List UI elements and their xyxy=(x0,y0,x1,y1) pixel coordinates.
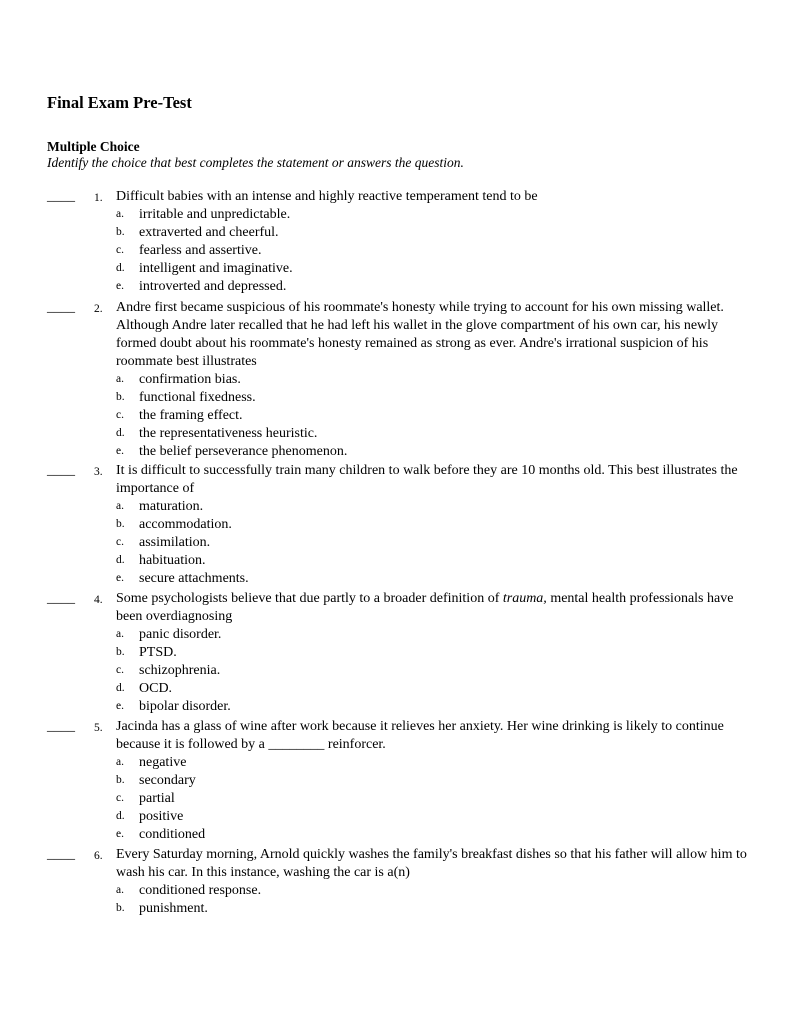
choice-letter: e. xyxy=(116,280,124,292)
choice-e xyxy=(0,698,791,716)
choice-a xyxy=(0,371,791,389)
choice-text: negative xyxy=(139,755,187,770)
choice-a xyxy=(0,882,791,900)
choice-list xyxy=(0,754,791,844)
choice-a xyxy=(0,206,791,224)
choice-letter: b. xyxy=(116,226,125,238)
choice-c xyxy=(0,242,791,260)
choice-letter: e. xyxy=(116,572,124,584)
choice-a xyxy=(0,498,791,516)
choice-b xyxy=(0,900,791,918)
question-stem: Every Saturday morning, Arnold quickly washes the family's breakfast dishes so that his father will allow him to wash his car. In this instance, washing the car is a(n) xyxy=(116,847,747,880)
question-stem: It is difficult to successfully train many children to walk before they are 10 months old. This best illustrates the importance of xyxy=(116,463,738,496)
choice-text: secure attachments. xyxy=(139,571,249,586)
question-number: 1. xyxy=(94,192,103,204)
choice-letter: a. xyxy=(116,756,124,768)
choice-b xyxy=(0,644,791,662)
question-stem: Andre first became suspicious of his roommate's honesty while trying to account for his own missing wallet. Although Andre later recalled that he had left his wallet in the glove compartment of his own car, his newly formed doubt about his roommate's honesty remained as strong as ever. Andre's irrational suspicion of his roommate best illustrates xyxy=(116,300,724,369)
choice-text: panic disorder. xyxy=(139,627,222,642)
question-stem xyxy=(116,590,748,626)
question-number: 6. xyxy=(94,850,103,862)
choice-list xyxy=(0,626,791,716)
exam-title: Final Exam Pre-Test xyxy=(47,93,192,112)
choice-letter: b. xyxy=(116,646,125,658)
stem-text: Some psychologists believe that due partly to a broader definition of xyxy=(116,591,503,606)
choice-e xyxy=(0,443,791,461)
choice-letter: c. xyxy=(116,664,124,676)
section-title: Multiple Choice xyxy=(47,139,140,154)
choice-list xyxy=(0,371,791,461)
choice-b xyxy=(0,224,791,242)
question-stem: Difficult babies with an intense and highly reactive temperament tend to be xyxy=(116,189,538,204)
choice-text: extraverted and cheerful. xyxy=(139,225,279,240)
choice-b xyxy=(0,389,791,407)
question-number: 4. xyxy=(94,594,103,606)
choice-text: functional fixedness. xyxy=(139,390,256,405)
choice-e xyxy=(0,278,791,296)
choice-text: confirmation bias. xyxy=(139,372,241,387)
choice-letter: b. xyxy=(116,774,125,786)
choice-text: punishment. xyxy=(139,901,208,916)
choice-letter: b. xyxy=(116,902,125,914)
choice-text: partial xyxy=(139,791,175,806)
choice-letter: c. xyxy=(116,409,124,421)
choice-d xyxy=(0,680,791,698)
choice-c xyxy=(0,534,791,552)
choice-text: positive xyxy=(139,809,184,824)
choice-c xyxy=(0,407,791,425)
choice-text: the framing effect. xyxy=(139,408,243,423)
stem-emphasis: trauma, xyxy=(502,591,547,606)
choice-text: accommodation. xyxy=(139,517,232,532)
choice-letter: a. xyxy=(116,208,124,220)
choice-b xyxy=(0,772,791,790)
choice-text: schizophrenia. xyxy=(139,663,221,678)
choice-text: fearless and assertive. xyxy=(139,243,262,258)
choice-text: secondary xyxy=(139,773,196,788)
choice-letter: d. xyxy=(116,682,125,694)
choice-text: PTSD. xyxy=(139,645,177,660)
choice-letter: c. xyxy=(116,244,124,256)
choice-d xyxy=(0,552,791,570)
choice-text: irritable and unpredictable. xyxy=(139,207,291,222)
question-stem: Jacinda has a glass of wine after work because it relieves her anxiety. Her wine drinking is likely to continue because it is followed by a ________ reinforcer. xyxy=(116,719,724,752)
choice-a xyxy=(0,754,791,772)
choice-letter: a. xyxy=(116,884,124,896)
question-number: 3. xyxy=(94,466,103,478)
choice-c xyxy=(0,662,791,680)
choice-text: assimilation. xyxy=(139,535,211,550)
choice-letter: a. xyxy=(116,373,124,385)
answer-blank[interactable]: ____ xyxy=(47,847,75,862)
choice-letter: d. xyxy=(116,554,125,566)
choice-letter: e. xyxy=(116,828,124,840)
answer-blank[interactable]: ____ xyxy=(47,189,75,204)
choice-d xyxy=(0,808,791,826)
choice-e xyxy=(0,826,791,844)
choice-text: the belief perseverance phenomenon. xyxy=(139,444,348,459)
choice-text: bipolar disorder. xyxy=(139,699,231,714)
choice-list xyxy=(0,206,791,296)
answer-blank[interactable]: ____ xyxy=(47,300,75,315)
choice-d xyxy=(0,425,791,443)
answer-blank[interactable]: ____ xyxy=(47,591,75,606)
choice-letter: a. xyxy=(116,500,124,512)
choice-letter: d. xyxy=(116,262,125,274)
choice-text: maturation. xyxy=(139,499,204,514)
choice-letter: b. xyxy=(116,518,125,530)
choice-text: introverted and depressed. xyxy=(139,279,287,294)
choice-b xyxy=(0,516,791,534)
choice-letter: e. xyxy=(116,700,124,712)
stem-text: mental health professionals have been overdiagnosing xyxy=(116,591,734,624)
choice-text: the representativeness heuristic. xyxy=(139,426,318,441)
choice-list xyxy=(0,882,791,918)
choice-e xyxy=(0,570,791,588)
choice-letter: b. xyxy=(116,391,125,403)
section-instructions: Identify the choice that best completes the statement or answers the question. xyxy=(47,155,464,170)
question-number: 5. xyxy=(94,722,103,734)
choice-d xyxy=(0,260,791,278)
choice-letter: c. xyxy=(116,792,124,804)
answer-blank[interactable]: ____ xyxy=(47,719,75,734)
choice-text: OCD. xyxy=(139,681,173,696)
choice-a xyxy=(0,626,791,644)
choice-text: conditioned response. xyxy=(139,883,262,898)
choice-text: intelligent and imaginative. xyxy=(139,261,293,276)
choice-letter: e. xyxy=(116,445,124,457)
choice-letter: d. xyxy=(116,810,125,822)
choice-letter: a. xyxy=(116,628,124,640)
choice-letter: d. xyxy=(116,427,125,439)
choice-list xyxy=(0,498,791,588)
choice-text: conditioned xyxy=(139,827,206,842)
choice-c xyxy=(0,790,791,808)
question-number: 2. xyxy=(94,303,103,315)
choice-letter: c. xyxy=(116,536,124,548)
answer-blank[interactable]: ____ xyxy=(47,463,75,478)
choice-text: habituation. xyxy=(139,553,206,568)
